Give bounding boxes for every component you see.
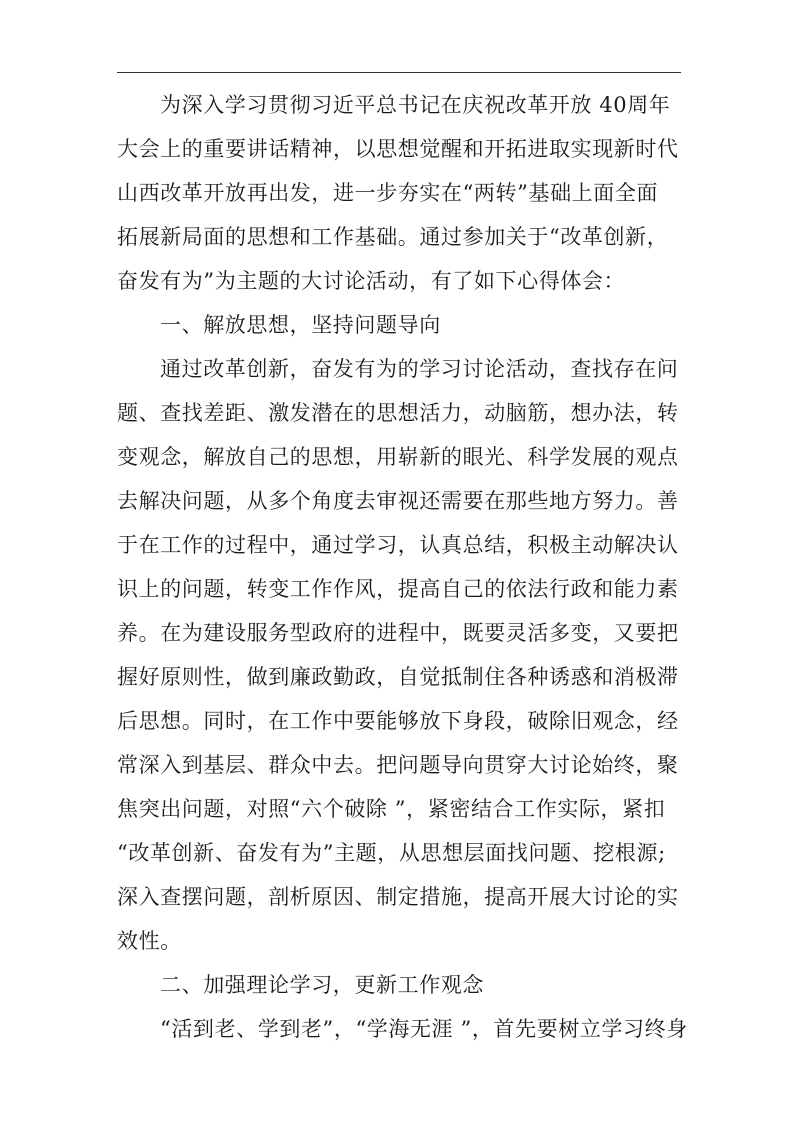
paragraph-section1-line-12: “改革创新、奋发有为”主题，从思想层面找问题、挖根源; [117, 841, 666, 865]
paragraph-section1-line-6: 识上的问题，转变工作作风，提高自己的依法行政和能力素 [117, 577, 679, 601]
document-body [117, 83, 688, 1051]
section-heading-2: 二、加强理论学习，更新工作观念 [160, 973, 484, 997]
paragraph-section1-line-11: 焦突出问题，对照“六个破除 ”，紧密结合工作实际，紧扣 [117, 797, 666, 821]
paragraph-section1-line-1: 通过改革创新，奋发有为的学习讨论活动，查找存在问 [160, 357, 679, 381]
paragraph-intro-line-1: 为深入学习贯彻习近平总书记在庆祝改革开放 40周年 [160, 93, 671, 117]
paragraph-section1-line-2: 题、查找差距、激发潜在的思想活力，动脑筋，想办法，转 [117, 401, 679, 425]
paragraph-intro-line-4: 拓展新局面的思想和工作基础。通过参加关于“改革创新， [117, 225, 669, 249]
section-heading-1: 一、解放思想，坚持问题导向 [160, 313, 441, 337]
paragraph-section2-line-1: “活到老、学到老”，“学海无涯 ”，首先要树立学习终身 [160, 1017, 688, 1041]
paragraph-section1-line-9: 后思想。同时，在工作中要能够放下身段，破除旧观念，经 [117, 709, 679, 733]
paragraph-section1-line-13: 深入查摆问题，剖析原因、制定措施，提高开展大讨论的实 [117, 885, 679, 909]
paragraph-section1-line-5: 于在工作的过程中，通过学习，认真总结，积极主动解决认 [117, 533, 679, 557]
paragraph-section1-line-14: 效性。 [117, 929, 182, 953]
paragraph-intro-line-2: 大会上的重要讲话精神，以思想觉醒和开拓进取实现新时代 [117, 137, 679, 161]
header-rule [117, 72, 681, 73]
paragraph-section1-line-7: 养。在为建设服务型政府的进程中，既要灵活多变，又要把 [117, 621, 679, 645]
paragraph-section1-line-8: 握好原则性，做到廉政勤政，自觉抵制住各种诱惑和消极滞 [117, 665, 679, 689]
paragraph-section1-line-3: 变观念，解放自己的思想，用崭新的眼光、科学发展的观点 [117, 445, 679, 469]
paragraph-section1-line-4: 去解决问题，从多个角度去审视还需要在那些地方努力。善 [117, 489, 679, 513]
paragraph-intro-line-5: 奋发有为”为主题的大讨论活动，有了如下心得体会： [117, 269, 626, 293]
paragraph-section1-line-10: 常深入到基层、群众中去。把问题导向贯穿大讨论始终，聚 [117, 753, 679, 777]
paragraph-intro-line-3: 山西改革开放再出发，进一步夯实在“两转”基础上面全面 [117, 181, 659, 205]
